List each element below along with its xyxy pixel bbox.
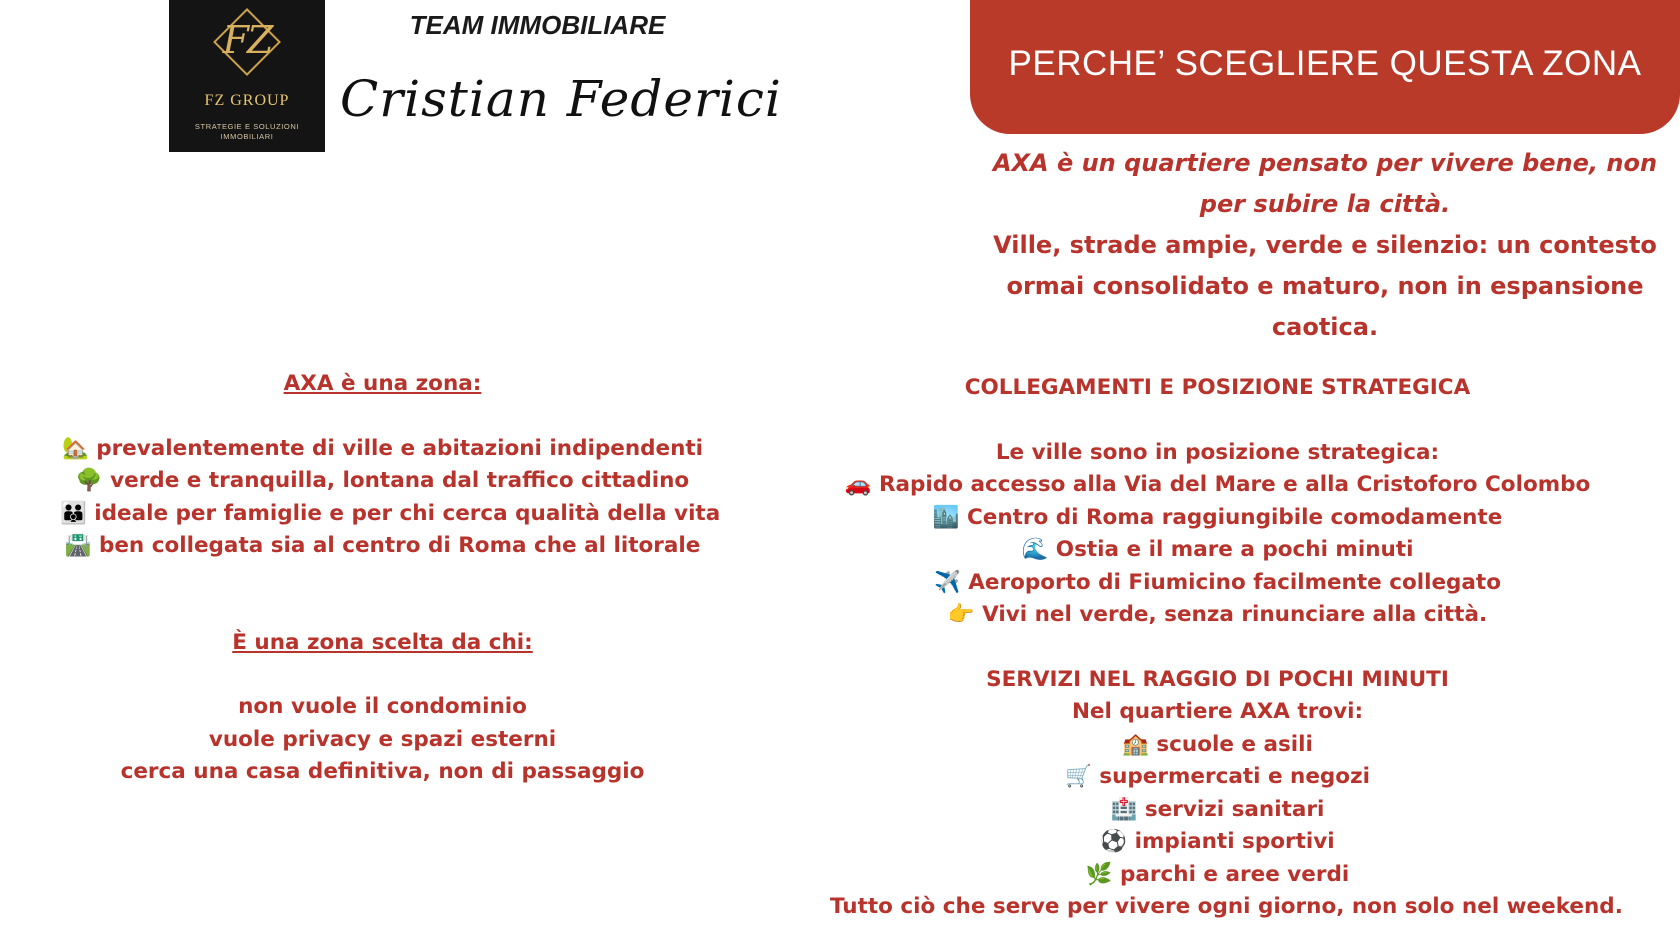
right-column (830, 372, 1623, 924)
servizi-item: 🏫 scuole e asili (1122, 731, 1313, 757)
logo-name: FZ GROUP (204, 92, 290, 109)
zona-heading: AXA è una zona: (283, 371, 482, 396)
signature (330, 42, 782, 152)
intro-line-1: AXA è un quartiere pensato per vivere bene, non per subire la città. (992, 149, 1658, 218)
logo-tagline: STRATEGIE E SOLUZIONI IMMOBILIARI (194, 122, 300, 141)
servizi-item: 🌿 parchi e aree verdi (1085, 861, 1350, 887)
servizi-item: ⚽ impianti sportivi (1100, 829, 1335, 854)
logo-monogram: FZ (222, 18, 272, 62)
left-column (60, 368, 721, 789)
signature-text: Cristian Federici (340, 70, 782, 128)
collegamenti-item: 👉 Vivi nel verde, senza rinunciare alla città. (947, 602, 1488, 627)
scelta-item: vuole privacy e spazi esterni (208, 726, 557, 752)
servizi-heading: SERVIZI NEL RAGGIO DI POCHI MINUTI (986, 666, 1449, 692)
collegamenti-item: 🌊 Ostia e il mare a pochi minuti (1021, 537, 1414, 562)
team-title: TEAM IMMOBILIARE (409, 10, 666, 40)
intro-line-2: Ville, strade ampie, verde e silenzio: un contesto ormai consolidato e maturo, non in espansione caotica. (993, 231, 1657, 341)
collegamenti-intro: Le ville sono in posizione strategica: (995, 439, 1440, 465)
collegamenti-heading: COLLEGAMENTI E POSIZIONE STRATEGICA (964, 375, 1471, 400)
closing-line: Tutto ciò che serve per vivere ogni giorno, non solo nel weekend. (830, 894, 1623, 919)
fz-group-logo (169, 0, 325, 152)
scelta-heading: È una zona scelta da chi: (232, 629, 533, 655)
page-title: PERCHE’ SCEGLIERE QUESTA ZONA (1008, 44, 1642, 83)
scelta-item: cerca una casa definitiva, non di passaggio (120, 759, 645, 784)
servizi-item: 🏥 servizi sanitari (1110, 796, 1325, 822)
header-band (970, 0, 1680, 134)
collegamenti-item: 🏙️ Centro di Roma raggiungibile comodamente (932, 504, 1503, 530)
zona-item: 👪 ideale per famiglie e per chi cerca qualità della vita (60, 500, 721, 526)
scelta-item: non vuole il condominio (238, 694, 527, 719)
servizi-intro: Nel quartiere AXA trovi: (1071, 699, 1364, 724)
zona-item: 🌳 verde e tranquilla, lontana dal traffico cittadino (75, 468, 690, 493)
collegamenti-item: 🚗 Rapido accesso alla Via del Mare e alla Cristoforo Colombo (844, 472, 1591, 497)
zona-item: 🏡 prevalentemente di ville e abitazioni indipendenti (61, 435, 704, 461)
collegamenti-item: ✈️ Aeroporto di Fiumicino facilmente collegato (934, 569, 1501, 595)
intro-paragraph (975, 143, 1675, 348)
zona-item: 🛣️ ben collegata sia al centro di Roma che al litorale (64, 533, 701, 558)
servizi-item: 🛒 supermercati e negozi (1065, 764, 1370, 789)
